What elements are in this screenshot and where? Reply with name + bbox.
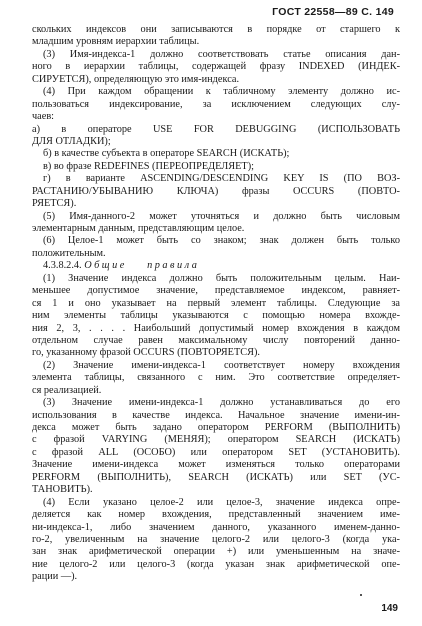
text-line: пользоваться индексирование, за исключением следующих слу- — [32, 98, 400, 110]
text-line: ного в иерархии таблицы, содержащей фразу INDEXED (ИНДЕК- — [32, 61, 400, 73]
print-speck — [360, 594, 362, 596]
text-line: в) во фразе REDEFINES (ПЕРЕОПРЕДЕЛЯЕТ); — [43, 160, 255, 172]
text-line: СИРУЕТСЯ), определяющую это имя-индекса. — [32, 73, 240, 85]
text-line: (4) Если указано целое-2 или целое-3, значение индекса опре- — [43, 496, 400, 508]
text-line: (4) При каждом обращении к табличному элементу должно ис- — [43, 86, 400, 98]
text-line: а) в операторе USE FOR DEBUGGING (ИСПОЛЬЗОВАТЬ — [32, 123, 400, 135]
page-header: ГОСТ 22558—89 С. 149 — [272, 6, 394, 18]
text-line: ся реализацией. — [32, 384, 102, 396]
text-line: с фразой ALL (ОСОБО) или оператором SET (УСТАНОВИТЬ). — [32, 446, 400, 458]
section-heading: 4.3.8.2.4. Общие правила — [43, 260, 200, 272]
text-line: рации —). — [32, 571, 78, 583]
text-line: с фразой VARYING (МЕНЯЯ); оператором SEARCH (ИСКАТЬ) — [32, 434, 400, 446]
text-line: деляется как номер вхождения, представленный значением име- — [32, 509, 400, 521]
text-line: PERFORM (ВЫПОЛНИТЬ), SEARCH (ИСКАТЬ) или SET (УС- — [32, 471, 400, 483]
text-line: отдельном случае равен максимальному числу повторений данно- — [32, 334, 400, 346]
text-line: элемента таблицы, связанного с ним. Это соответствие определяет- — [32, 372, 400, 384]
text-line: ния 2, 3, . . . . Наибольший допустимый номер вхождения в каждом — [32, 322, 400, 334]
text-line: (1) Значение индекса должно быть положительным целым. Наи- — [43, 272, 400, 284]
text-line: Значение имени-индекса может изменяться только операторами — [32, 459, 400, 471]
text-line: го, указанному фразой OCCURS (ПОВТОРЯЕТСЯ). — [32, 347, 260, 359]
text-line: ни-индекса-1, либо значением данного, указанного именем-данно- — [32, 521, 400, 533]
text-line: б) в качестве субъекта в операторе SEARCH (ИСКАТЬ); — [43, 148, 290, 160]
text-line: (3) Имя-индекса-1 должно соответствовать статье описания дан- — [43, 48, 400, 60]
text-line: ним элементы таблицы указываются с помощью номера вхожде- — [32, 310, 400, 322]
text-line: РЯЕТСЯ). — [32, 198, 77, 210]
text-line: положительным. — [32, 247, 106, 259]
page-number: 149 — [381, 603, 398, 614]
text-line: ТАНОВИТЬ). — [32, 484, 93, 496]
text-line: ние целого-2 или целого-3 (когда указан знак арифметической опе- — [32, 558, 400, 570]
text-line: (5) Имя-данного-2 может уточняться и должно быть числовым — [43, 210, 400, 222]
text-line: чаев: — [32, 111, 55, 123]
text-line: скольких индексов они записываются в порядке от старшего к — [32, 24, 400, 35]
text-line: ся 1 и оно указывает на первый элемент таблицы. Следующие за — [32, 297, 400, 309]
text-line: младшим уровням иерархии таблицы. — [32, 36, 200, 48]
text-line: го-2, увеличенным на значение целого-2 или целого-3 (когда ука- — [32, 533, 400, 545]
text-line: декса может быть задано оператором PERFORM (ВЫПОЛНИТЬ) — [32, 422, 400, 433]
text-line: зан знак арифметической операции +) или уменьшенным на значе- — [32, 546, 400, 558]
text-line: РАСТАНИЮ/УБЫВАНИЮ КЛЮЧА) фразы OCCURS (ПОВТО- — [32, 185, 400, 197]
text-line: (3) Значение имени-индекса-1 должно устанавливаться до его — [43, 397, 400, 409]
text-line: (2) Значение имени-индекса-1 соответствует номеру вхождения — [43, 359, 400, 371]
text-line: использования в качестве индекса. Начальное значение имени-ин- — [32, 409, 400, 421]
text-line: (6) Целое-1 может быть со знаком; знак должен быть только — [43, 235, 400, 247]
section-heading-title: Общие правила — [84, 260, 200, 272]
text-line: г) в варианте ASCENDING/DESCENDING KEY IS (ПО ВОЗ- — [43, 173, 400, 185]
document-body — [32, 24, 400, 584]
text-line: ДЛЯ ОТЛАДКИ); — [32, 135, 111, 147]
text-line: меньшее допустимое значение, представляемое индексом, равняет- — [32, 285, 400, 297]
text-line: элементарным данным, представляющим целое. — [32, 223, 245, 234]
